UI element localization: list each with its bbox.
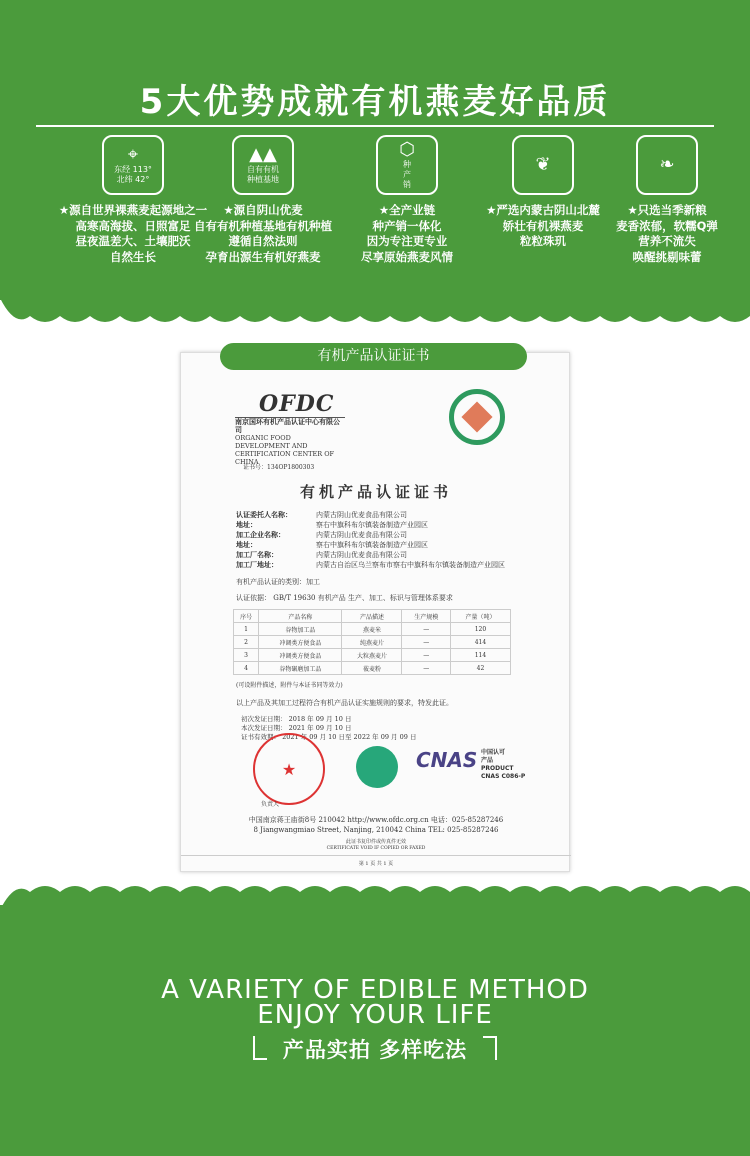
- feature-text: ★源自阴山优麦: [223, 203, 303, 217]
- slogan-cn: 产品实拍 多样吃法: [282, 1038, 468, 1062]
- feature-text: 昼夜温差大、土壤肥沃: [75, 234, 191, 248]
- void-en: CERTIFICATE VOID IF COPIED OR FAXED: [181, 846, 571, 856]
- feature-5: [592, 135, 742, 265]
- signer: 负责人: [261, 801, 280, 808]
- certificate-title: 有机产品认证证书: [299, 483, 452, 501]
- feature-text: 因为专注更专业: [366, 234, 448, 248]
- field-row: 加工厂地址： 内蒙古自治区乌兰察布市察右中旗科布尔镇装备制造产业园区: [236, 560, 505, 569]
- table-row: 2 冲调类方便食品 纯燕麦片 — 414: [234, 636, 511, 649]
- field-row: 地址： 察右中旗科布尔镇装备制造产业园区: [236, 540, 428, 549]
- feature-3: [332, 135, 482, 265]
- ofdc-logo: OFDC: [259, 391, 335, 417]
- oat-grain-icon: ❧: [636, 135, 698, 195]
- basis: 认证依据： GB/T 19630 有机产品 生产、加工、标识与管理体系要求: [236, 594, 453, 602]
- note: (可设附件描述，附件与本证书同等效力): [236, 682, 343, 689]
- feature-text: 营养不流失: [638, 234, 696, 248]
- cnas-text: 中国认可 产品 PRODUCT CNAS C086-P: [481, 749, 526, 780]
- feature-text: ★源自世界裸燕麦起源地之一: [58, 203, 208, 217]
- bracket-right: [483, 1036, 497, 1060]
- wave-divider: [0, 298, 750, 328]
- address-cn: 中国南京蒋王庙街8号 210042 http://www.ofdc.org.cn 电话：025-85287246: [248, 816, 504, 824]
- certificate-banner: 有机产品认证证书: [220, 343, 527, 370]
- organic-certificate: [180, 352, 570, 872]
- void-cn: 此证书复印件或传真件无效: [345, 839, 406, 845]
- table-row: 3 冲调类方便食品 大粒燕麦片 — 114: [234, 649, 511, 662]
- feature-text: 唤醒挑剔味蕾: [632, 249, 702, 264]
- feature-text: 孕育出源生有机好燕麦: [205, 249, 321, 264]
- divider: [36, 125, 714, 127]
- product-table: [233, 609, 511, 675]
- feature-text: ★全产业链: [378, 203, 436, 217]
- hexagon-icon: ⬡ 种 产 销: [376, 135, 438, 195]
- feature-text: 种产销一体化: [372, 218, 442, 233]
- statement: 以上产品及其加工过程符合有机产品认证实施规则的要求，特发此证。: [236, 699, 453, 707]
- field-row: 认证委托人名称： 内蒙古阴山优麦食品有限公司: [236, 510, 407, 519]
- advantages-banner: [0, 0, 750, 300]
- page-title: 5大优势成就有机燕麦好品质: [139, 82, 611, 122]
- feature-text: 麦香浓郁，软糯Q弹: [616, 218, 718, 233]
- feature-text: 自然生长: [110, 249, 156, 264]
- red-stamp-icon: ★: [253, 733, 325, 805]
- page-number: 第 1 页 共 1 页: [358, 861, 394, 867]
- column-header: 生产规模: [402, 610, 450, 623]
- feature-1: [58, 135, 208, 265]
- column-header: 产量（吨）: [450, 610, 510, 623]
- feature-text: 高寒高海拔、日照富足: [75, 218, 191, 233]
- certificate-fields: [236, 510, 505, 570]
- column-header: 产品描述: [342, 610, 402, 623]
- feature-2: [188, 135, 338, 265]
- feature-text: 自有有机种植基地有机种植: [194, 218, 332, 233]
- table-row: 1 谷物加工品 燕麦米 — 120: [234, 623, 511, 636]
- field-row: 地址： 察右中旗科布尔镇装备制造产业园区: [236, 520, 428, 529]
- mountain-icon: ▲▲ 自有有机 种植基地: [232, 135, 294, 195]
- cnas-logo: CNAS: [416, 748, 478, 772]
- location-pin-icon: ⌖ 东经 113° 北纬 42°: [102, 135, 164, 195]
- column-header: 产品名称: [259, 610, 342, 623]
- feature-text: ★严选内蒙古阴山北麓: [486, 203, 600, 217]
- slogan-en-2: ENJOY YOUR LIFE: [257, 1000, 493, 1030]
- cert-number: 证书号：134OP1800303: [243, 464, 315, 471]
- slogan-en-1: A VARIETY OF EDIBLE METHOD: [161, 975, 589, 1005]
- feature-text: 遵循自然法则: [228, 234, 298, 248]
- issuer: 南京国环有机产品认证中心有限公司 ORGANIC FOOD DEVELOPMENT AND CERTIFICATION CENTER OF CHINA: [235, 417, 345, 466]
- field-row: 加工企业名称： 内蒙古阴山优麦食品有限公司: [236, 530, 407, 539]
- feature-text: ★只选当季新粮: [627, 203, 707, 217]
- table-row: 4 谷物碾磨加工品 莜麦粉 — 42: [234, 662, 511, 675]
- feature-text: 粒粒珠玑: [520, 234, 566, 248]
- green-seal-icon: [356, 746, 398, 788]
- address-en: 8 Jiangwangmiao Street, Nanjing, 210042 China TEL: 025-85287246: [253, 826, 499, 834]
- organic-seal-icon: [449, 389, 505, 445]
- feature-text: 尽享原始燕麦风情: [361, 249, 453, 264]
- category: 有机产品认证的类别：加工: [236, 578, 320, 586]
- method-banner: [0, 905, 750, 1156]
- feature-text: 娇壮有机裸燕麦: [502, 218, 584, 233]
- dates: 初次发证日期： 2018 年 09 月 10 日 本次发证日期： 2021 年 09 月 10 日 证书有效期： 2021 年 09 月 10 日至 2022 年 09 月 09 日: [241, 715, 417, 741]
- column-header: 序号: [234, 610, 259, 623]
- field-row: 加工厂名称： 内蒙古阴山优麦食品有限公司: [236, 550, 407, 559]
- oat-sprout-icon: ❦: [512, 135, 574, 195]
